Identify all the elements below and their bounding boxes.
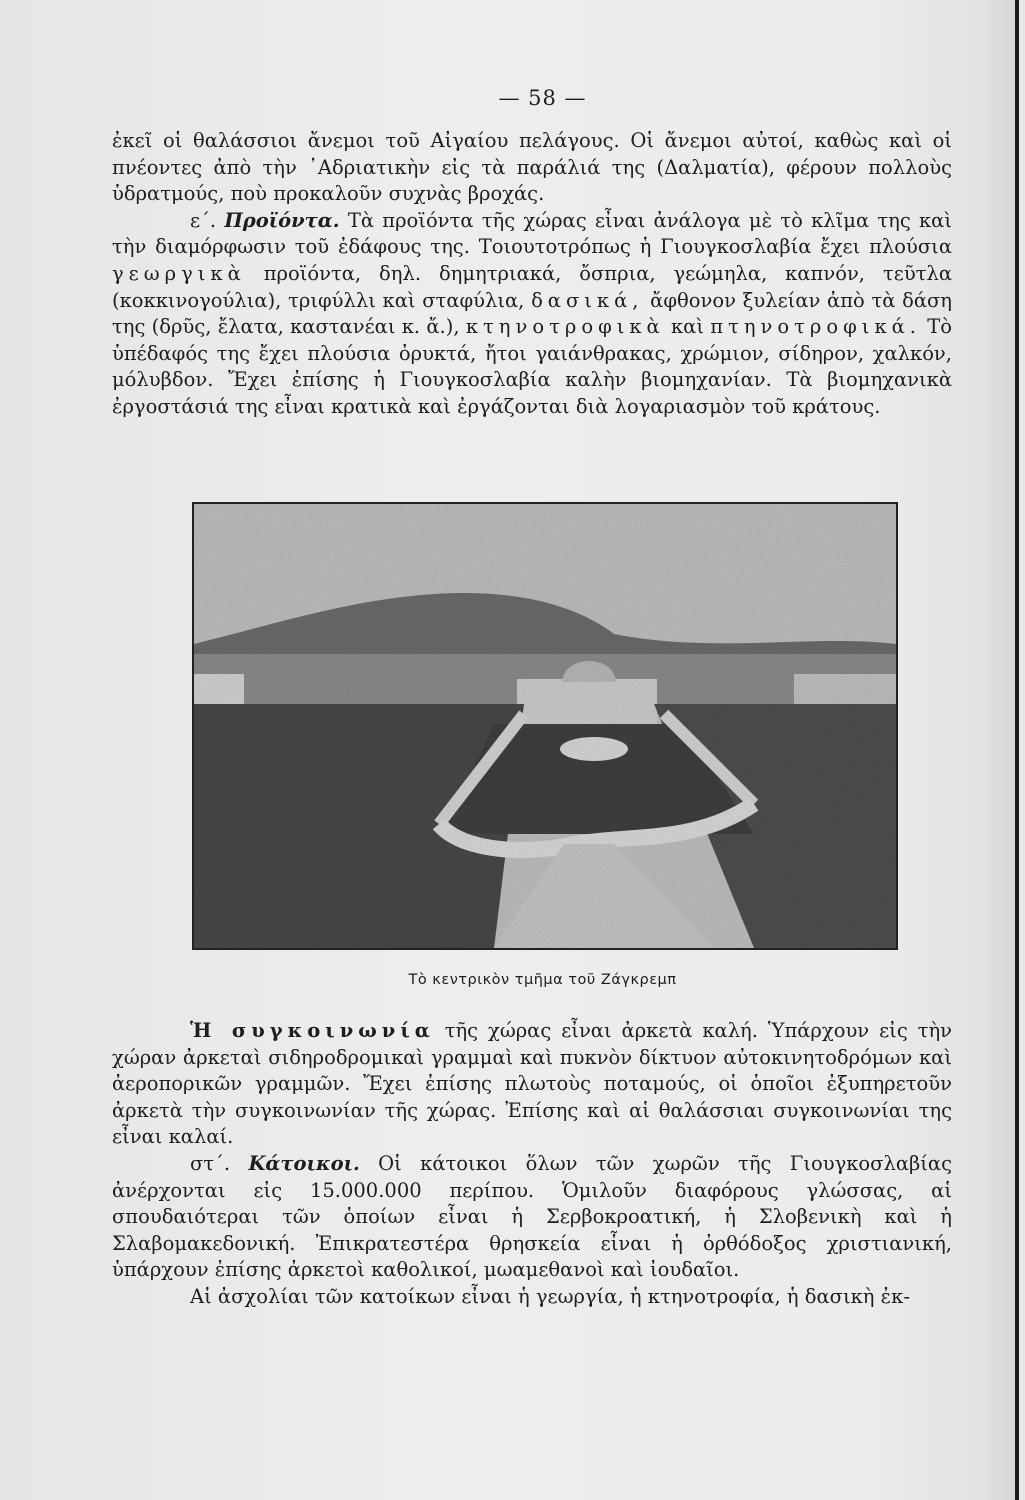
inhabitants-text: Οἱ κάτοικοι ὅλων τῶν χωρῶν τῆς Γιουγκοσλαβίας ἀνέρχονται εἰς 15.000.000 περίπου. Ὁμιλοῦν διαφόρους γλώσσας, αἱ σπουδαιότεραι τῶν ὁποίων εἶναι ἡ Σερβοκροατική, ἡ Σλοβενικὴ καὶ ἡ Σλαβομακεδονική. Ἐπικρατεστέρα θρησκεία εἶναι ἡ ὀρθόδοξος χριστιανική, ὑπάρχουν ἐπίσης ἀρκετοὶ καθολικοί, μωαμεθανοὶ καὶ ἰουδαῖοι. [112,1151,952,1282]
intro-paragraph: ἐκεῖ οἱ θαλάσσιοι ἄνεμοι τοῦ Αἰγαίου πελάγους. Οἱ ἄνεμοι αὐτοί, καθὼς καὶ οἱ πνέοντες ἀπὸ τὴν ᾿Αδριατικὴν εἰς τὰ παράλιά της (Δαλματία), φέρουν πολλοὺς ὑδρατμούς, ποὺ προκαλοῦν συχνὰς βροχάς. [112,129,952,206]
page-number: — 58 — [498,86,587,110]
photo-illustration [194,504,896,948]
term-agricultural: γεωργικὰ [112,261,246,285]
term-poultry: πτηνοτροφικά. [710,315,921,339]
section-label: στ΄. [190,1151,231,1175]
term-communication: Ἡ συγκοινωνία [190,1019,435,1042]
products-text-2: προϊόντα, δηλ. δημητριακά, ὄσπρια, γεώμηλα, καπνόν, τεῦτλα (κοκκινογούλια), τριφύλλι καὶ σταφύλια, [112,261,952,312]
communication-paragraph [112,1018,952,1151]
products-text-3: ἄφθονον ξυλείαν ἀπὸ τὰ δάση της (δρῦς, ἔλατα, καστανέαι κ. ἄ.), [112,288,952,339]
section-heading-products: Προϊόντα. [224,208,340,232]
text-block-top [112,128,952,421]
section-label: ε΄. [190,208,217,232]
page-margin [1019,0,1025,1500]
products-text-1: Τὰ προϊόντα τῆς χώρας εἶναι ἀνάλογα μὲ τὸ κλῖμα της καὶ τὴν διαμόρφωσιν τοῦ ἐδάφους της. Τοιουτοτρόπως ἡ Γιουγκοσλαβία ἔχει πλούσια [112,208,952,259]
term-livestock: κτηνοτροφικὰ [465,315,665,339]
products-text-5: Τὸ ὑπέδαφός της ἔχει πλούσια ὀρυκτά, ἤτοι γαιάνθρακας, χρώμιον, σίδηρον, χαλκόν, μόλυβδον. Ἔχει ἐπίσης ἡ Γιουγκοσλαβία καλὴν βιομηχανίαν. Τὰ βιομηχανικὰ ἐργοστάσιά της εἶναι κρατικὰ καὶ ἐργάζονται διὰ λογαριασμὸν τοῦ κράτους. [112,315,953,418]
term-forest: δασικά, [531,288,644,312]
products-paragraph [112,208,952,421]
communication-text: τῆς χώρας εἶναι ἀρκετὰ καλή. Ὑπάρχουν εἰς τὴν χώραν ἀρκεταὶ σιδηροδρομικαὶ γραμμαὶ καὶ πυκνὸν δίκτυον αὐτοκινητοδρόμων καὶ ἀεροπορικῶν γραμμῶν. Ἔχει ἐπίσης πλωτοὺς ποταμούς, οἱ ὁποῖοι ἐξυπηρετοῦν ἀρκετὰ τὴν συγκοινωνίαν τῆς χώρας. Ἐπίσης καὶ αἱ θαλάσσιαι συγκοινωνίαι της εἶναι καλαί. [112,1019,952,1149]
text-block-bottom [112,1018,952,1311]
inhabitants-paragraph [112,1151,952,1284]
products-text-4: καὶ [664,315,711,339]
photo-zagreb [192,502,898,950]
occupations-paragraph: Αἱ ἀσχολίαι τῶν κατοίκων εἶναι ἡ γεωργία, ἡ κτηνοτροφία, ἡ δασικὴ ἐκ- [190,1284,910,1308]
figure-caption: Τὸ κεντρικὸν τμῆμα τοῦ Ζάγκρεμπ [408,972,677,988]
section-heading-inhabitants: Κάτοικοι. [248,1151,360,1175]
fountain [560,737,628,761]
